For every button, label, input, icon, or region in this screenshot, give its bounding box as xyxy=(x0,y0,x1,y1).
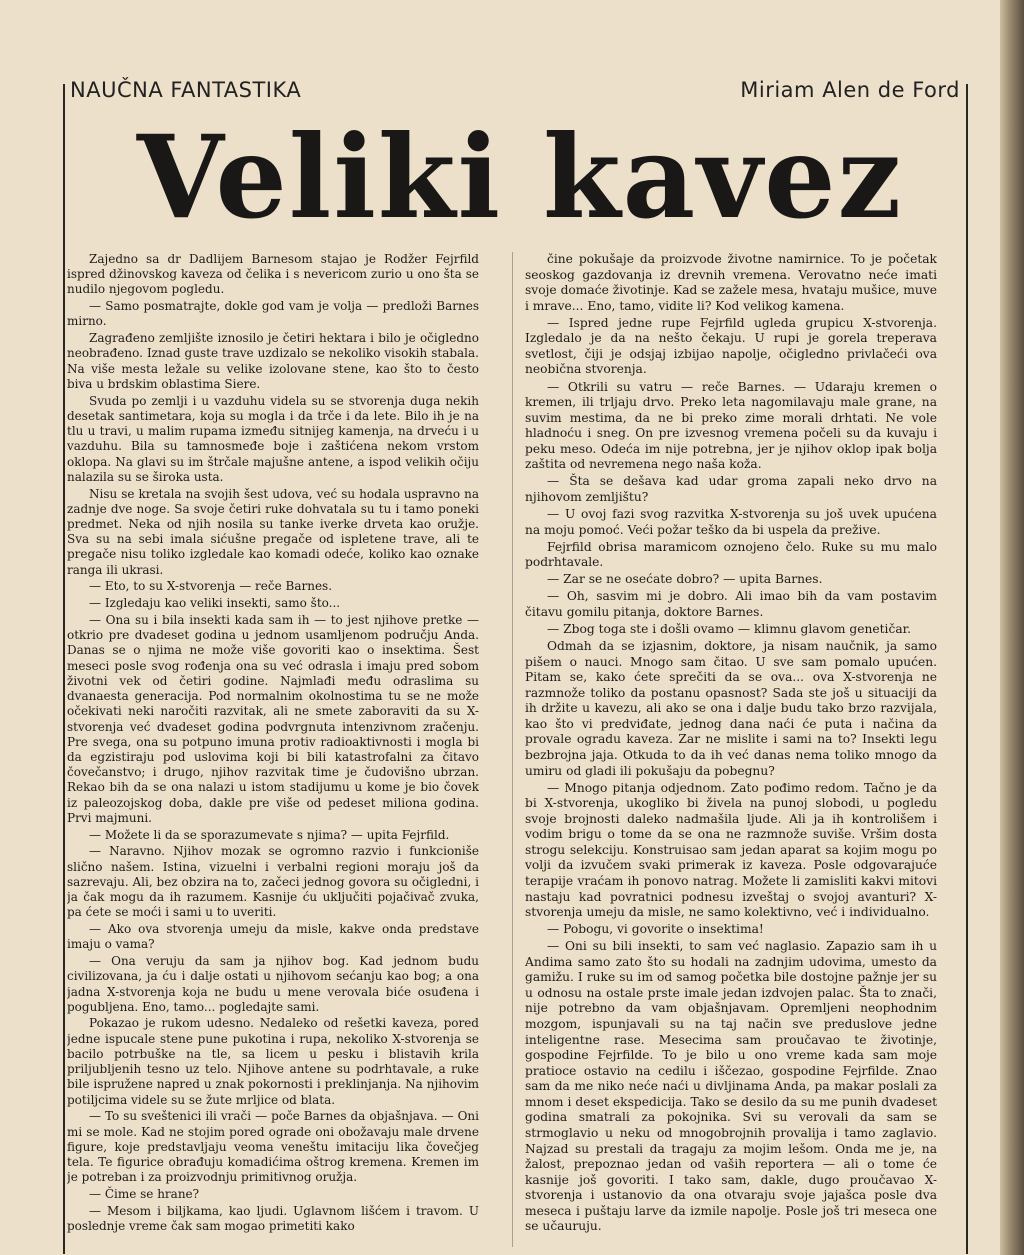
frame-line-left xyxy=(63,84,65,1254)
paragraph: Pokazao je rukom udesno. Nedaleko od rešetki kaveza, pored jedne ispucale stene pune pukotina i rupa, nekoliko X-stvorenja se bacilo potrbuške na tle, sa licem u pesku i blistavih krila priljubljenih tesno uz telo. Njihove antene su podrhtavale, a ruke bile ispružene napred u znak pokornosti i preklinjanja. Na njihovim potiljcima videle su se žute mrljice od blata. xyxy=(67,1016,479,1107)
paragraph: Zajedno sa dr Dadlijem Barnesom stajao je Rodžer Fejrfild ispred džinovskog kaveza od čelika i s nevericom zurio u ono šta se nudilo njegovom pogledu. xyxy=(67,252,479,297)
author-name: Miriam Alen de Ford xyxy=(740,78,960,102)
paragraph: — Eto, to su X-stvorenja — reče Barnes. xyxy=(89,579,333,594)
paragraph: Svuda po zemlji i u vazduhu videla su se stvorenja duga nekih desetak santimetara, koja su mogla i da trče i da lete. Bilo ih je na tlu u travi, u malim rupama između sitnijeg kamenja, na drveću i u vazduhu. Bila su tamnosmeđe boje i zaštićena nekom vrstom oklopa. Na glavi su im štrčale majušne antene, a ispod velikih očiju nalazila su se široka usta. xyxy=(67,393,479,484)
paragraph: — Oh, sasvim mi je dobro. Ali imao bih da vam postavim čitavu gomilu pitanja, doktore Barnes. xyxy=(525,589,937,619)
paragraph: Odmah da se izjasnim, doktore, ja nisam naučnik, ja samo pišem o nauci. Mnogo sam čitao. U sve sam pomalo upućen. Pitam se, kako ćete sprečiti da se ova... ova X-stvorenja ne razmnože toliko da postanu opasnost? Sada ste još u situaciji da ih držite u kavezu, ali ako se ona i dalje budu tako brzo razvijala, kao što vi predviđate, jednog dana naći će puta i načina da provale ogradu kaveza. Zar ne mislite i sami na to? Insekti legu bezbrojna jaja. Otkuda to da ih već danas nema toliko mnogo da umiru od gladi ili pokušaju da pobegnu? xyxy=(525,639,937,778)
paragraph: — Šta se dešava kad udar groma zapali neko drvo na njihovom zemljištu? xyxy=(525,474,937,504)
frame-line-right xyxy=(966,84,968,1254)
page-edge xyxy=(1000,0,1024,1255)
paragraph: čine pokušaje da proizvode životne namirnice. To je početak seoskog gazdovanja iz drevnih vremena. Verovatno neće imati svoje domaće životinje. Kad se zažele mesa, hvataju mušice, muve i mrave... Eno, tamo, vidite li? Kod velikog kamena. xyxy=(525,252,937,313)
paragraph: — Samo posmatrajte, dokle god vam je volja — predloži Barnes mirno. xyxy=(67,299,479,329)
section-label: NAUČNA FANTASTIKA xyxy=(70,78,302,102)
paragraph: — Ako ova stvorenja umeju da misle, kakve onda predstave imaju o vama? xyxy=(67,922,479,952)
column-divider xyxy=(512,252,513,1247)
paragraph: — Mesom i biljkama, kao ljudi. Uglavnom lišćem i travom. U poslednje vreme čak sam mogao primetiti kako xyxy=(67,1203,479,1234)
paragraph: — Otkrili su vatru — reče Barnes. — Udaraju kremen o kremen, ili trljaju drvo. Preko leta nagomilavaju male grane, na suvim mestima, da ne bi preko zime morali drhtati. Ne vole hladnoću i sneg. On pre izvesnog vremena počeli su da kuvaju i peku meso. Odeća im nije potrebna, jer je njihov oklop ipak bolja zaštita od nevremena nego naša koža. xyxy=(525,379,937,472)
paragraph: — Ispred jedne rupe Fejrfild ugleda grupicu X-stvorenja. Izgledalo je da na nešto čekaju. U rupi je gorela treperava svetlost, čiji je odsjaj izbijao napolje, očigledno privlačeći ova neobična stvorenja. xyxy=(525,315,937,377)
paragraph: — Ona su i bila insekti kada sam ih — to jest njihove pretke — otkrio pre dvadeset godina u jednom usamljenom području Anda. Danas se o njima ne može više govoriti kao o insektima. Šest meseci posle svog rođenja ona su već odrasla i imaju pred sobom životni vek od četiri godine. Najmlađi među odraslima su dvanaesta generacija. Pod normalnim okolnostima tu se ne može očekivati neki naročiti razvitak, ali ne smete zaboraviti da su X-stvorenja već dvadeset godina podvrgnuta intenzivnom zračenju. Pre svega, ona su potpuno imuna protiv radioaktivnosti i mogla bi da egzistiraju pod uslovima koji bi bili katastrofalni za čitavo čovečanstvo; i drugo, njihov razvitak time je čudovišno ubrzan. Rekao bih da se ona nalazi u istom stadijumu u kome je bio čovek iz paleozojskog doba, dakle pre više od pedeset miliona godina. Prvi majmuni. xyxy=(67,612,479,825)
paragraph: Nisu se kretala na svojih šest udova, već su hodala uspravno na zadnje dve noge. Sa svoje četiri ruke dohvatala su tu i tamo poneki predmet. Neka od njih nosila su tanke iverke drveta kao oružje. Sva su na sebi imala sićušne pregače od ispletene trave, ali te pregače nisu toliko izgledale kao komadi odeće, koliko kao oznake ranga ili ukrasi. xyxy=(67,486,479,577)
paragraph: — Pobogu, vi govorite o insektima! xyxy=(547,922,764,937)
paragraph: — Oni su bili insekti, to sam već naglasio. Zapazio sam ih u Andima samo zato što su hodali na zadnjim udovima, umesto da gamižu. I ruke su im od samog početka bile dostojne pažnje jer su u odnosu na ostale prste imale jedan izdvojen palac. Šta to znači, nije potrebno da vam objašnjavam. Opremljeni neophodnim mozgom, ispunjavali su na taj način sve preduslove jedne inteligentne rase. Mesecima sam proučavao te životinje, gospodine Fejrfilde. To je bilo u ono vreme kada sam moje pratioce ostavio na cedilu i iščezao, gospodine Fejrfilde. Znao sam da me niko neće naći u divljinama Anda, pa makar poslali za mnom i deset ekspedicija. Tako se desilo da su me punih dvadeset godina smatrali za pokojnika. Svi su verovali da sam se strmoglavio u neku od mnogobrojnih provalija i tamo zaglavio. Najzad su prestali da tragaju za mojim lešom. Onda me je, na žalost, prepoznao jedan od vaših reportera — ali o tome će kasnije još govoriti. I tako sam, dakle, dugo proučavao X-stvorenja i ustanovio da ona otvaraju svoje jajašca posle dva meseca i puštaju larve da izmile napolje. Posle još tri meseca one se učauruju. xyxy=(525,939,937,1234)
paragraph: — U ovoj fazi svog razvitka X-stvorenja su još uvek upućena na moju pomoć. Veći požar teško da bi uspela da prežive. xyxy=(525,507,937,537)
paragraph: — Naravno. Njihov mozak se ogromno razvio i funkcioniše slično našem. Istina, vizuelni i verbalni regioni moraju još da sazrevaju. Ali, bez obzira na to, začeci jednog govora su očigledni, i ja čak mogu da ih razumem. Kasnije ću uključiti pojačivač zvuka, pa ćete se moći i sami u to uveriti. xyxy=(67,844,479,920)
paragraph: — Možete li da se sporazumevate s njima? — upita Fejrfild. xyxy=(89,827,450,842)
right-column xyxy=(525,252,937,1252)
paragraph: Zagrađeno zemljište iznosilo je četiri hektara i bilo je očigledno neobrađeno. Iznad guste trave uzdizalo se nekoliko visokih stabala. Na više mesta ležale su velike izolovane stene, kao što to često biva u brdskim oblastima Siere. xyxy=(67,331,479,391)
paragraph: — Zar se ne osećate dobro? — upita Barnes. xyxy=(547,572,823,587)
paragraph: — Mnogo pitanja odjednom. Zato pođimo redom. Tačno je da bi X-stvorenja, ukogliko bi živela na punoj slobodi, u pogledu svoje brojnosti daleko nadmašila ljude. Ali ja ih kontrolišem i vodim brigu o tome da se ona ne razmnože suviše. Vršim dosta strogu selekciju. Konstruisao sam jedan aparat sa kojim mogu po volji da izvučem svaki primerak iz kaveza. Posle odgovarajuće terapije vraćam ih ponovo natrag. Možete li zamisliti kakvi mitovi nastaju kad povratnici podnesu izveštaj o svojoj avanturi? X-stvorenja umeju da misle, ne samo kolektivno, već i individualno. xyxy=(525,780,937,920)
paragraph: — Čime se hrane? xyxy=(89,1187,200,1202)
article-title: Veliki kavez xyxy=(136,110,904,245)
left-column xyxy=(67,252,479,1252)
paragraph: Fejrfild obrisa maramicom oznojeno čelo. Ruke su mu malo podrhtavale. xyxy=(525,539,937,570)
paragraph: — To su sveštenici ili vrači — poče Barnes da objašnjava. — Oni mi se mole. Kad ne stojim pored ograde oni obožavaju male drvene figure, koje predstavljaju veoma veneštu imitaciju lika čovečjeg tela. Te figurice obrađuju komadićima oštrog kremena. Kremen im je potreban i za proizvodnju primitivnog oružja. xyxy=(67,1109,479,1185)
paragraph: — Ona veruju da sam ja njihov bog. Kad jednom budu civilizovana, ja ću i dalje ostati u njihovom sećanju kao bog; a ona jadna X-stvorenja koja ne budu u mene verovala biće osuđena i pogubljena. Eno, tamo... pogledajte sami. xyxy=(67,954,479,1014)
paragraph: — Izgledaju kao veliki insekti, samo što... xyxy=(89,596,341,611)
paragraph: — Zbog toga ste i došli ovamo — klimnu glavom genetičar. xyxy=(547,621,912,636)
